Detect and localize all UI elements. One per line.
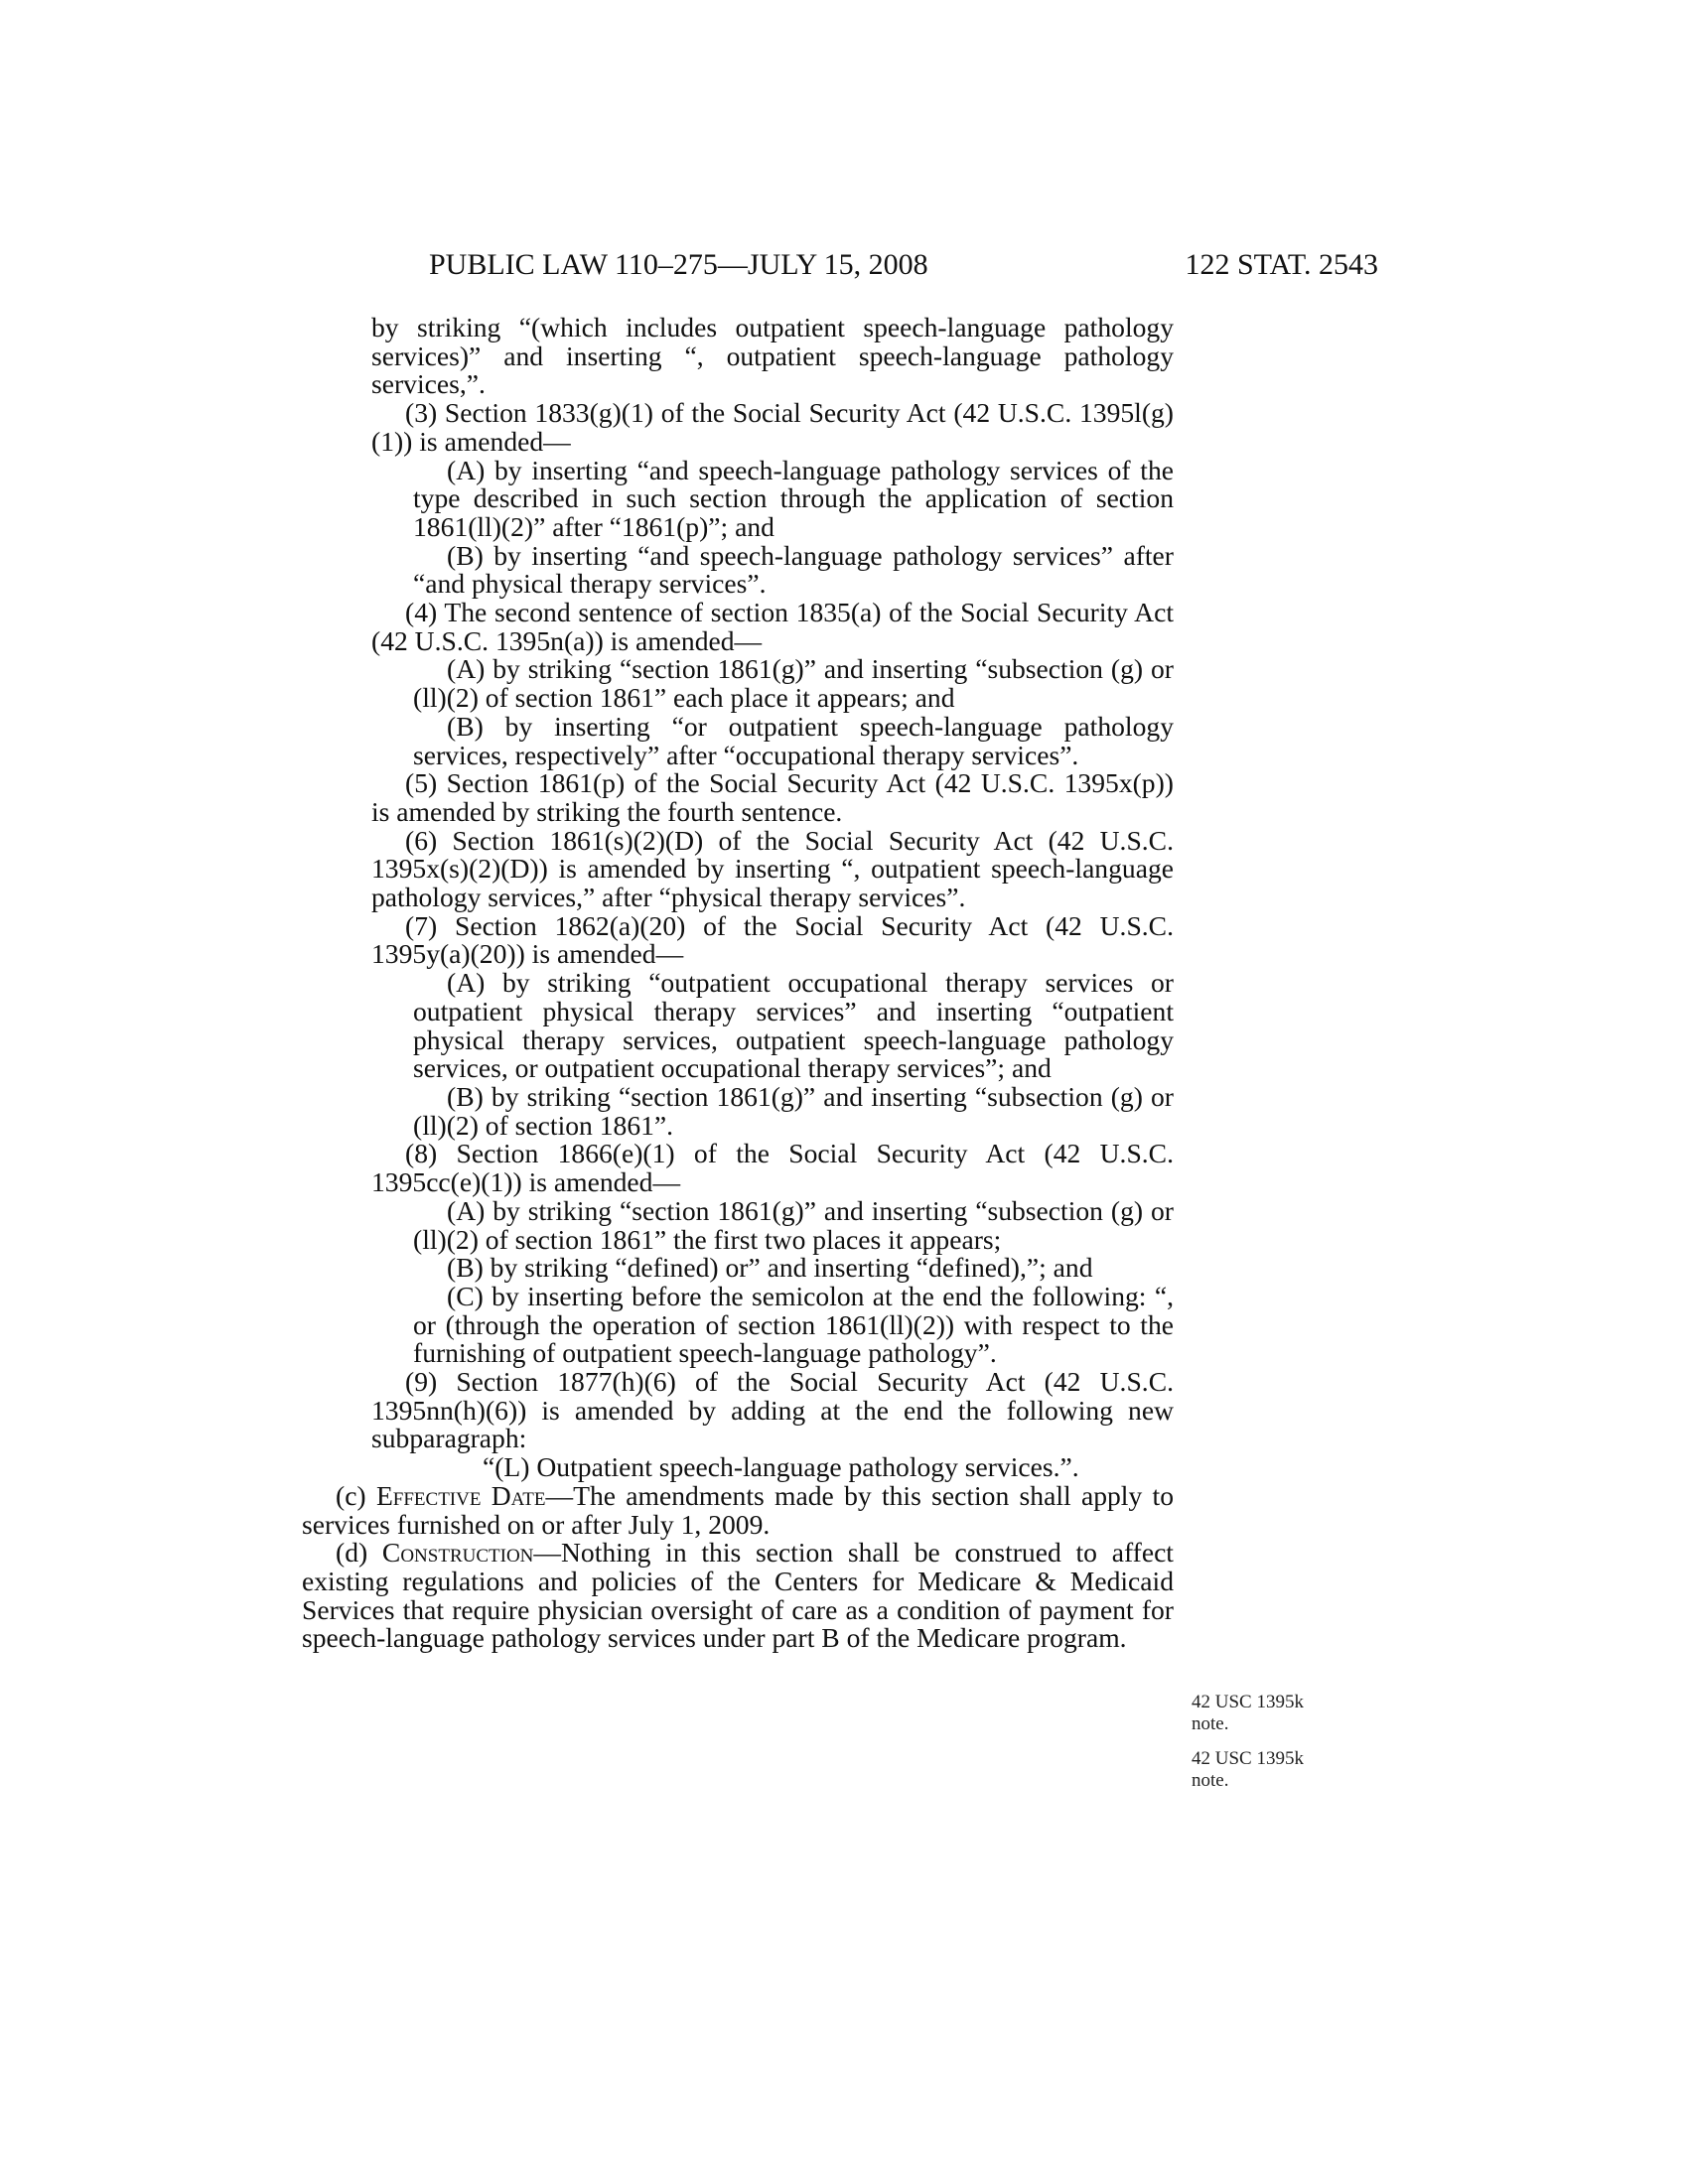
paragraph-3-B: (B) by inserting “and speech-language pathology services” after “and physical therapy services”. xyxy=(413,539,1174,600)
paragraph-6: (6) Section 1861(s)(2)(D) of the Social Security Act (42 U.S.C. 1395x(s)(2)(D)) is amended by inserting “, outpatient speech-language pathology services,” after “physical therapy services”. xyxy=(371,824,1174,913)
subsection-d-heading: Construction xyxy=(381,1537,534,1569)
paragraph-8: (8) Section 1866(e)(1) of the Social Security Act (42 U.S.C. 1395cc(e)(1)) is amended— xyxy=(371,1138,1174,1198)
law-title: PUBLIC LAW 110–275—JULY 15, 2008 xyxy=(429,248,928,281)
paragraph-9-quote: “(L) Outpatient speech-language pathology services.”. xyxy=(483,1451,1079,1483)
paragraph-3: (3) Section 1833(g)(1) of the Social Security Act (42 U.S.C. 1395l(g)(1)) is amended— xyxy=(371,397,1174,457)
paragraph-3-A: (A) by inserting “and speech-language pathology services of the type described in such section through the application of section 1861(ll)(2)” after “1861(p)”; and xyxy=(413,454,1174,542)
subsection-c-label: (c) xyxy=(336,1479,366,1511)
paragraph-8-A: (A) by striking “section 1861(g)” and inserting “subsection (g) or (ll)(2) of section 1861” the first two places it appears; xyxy=(413,1194,1174,1255)
paragraph-7-A: (A) by striking “outpatient occupational therapy services or outpatient physical therapy services” and inserting “outpatient physical therapy services, outpatient speech-language pathology services, or outpatient occupational therapy services”; and xyxy=(413,967,1174,1084)
subsection-d-label: (d) xyxy=(336,1537,368,1569)
subsection-d xyxy=(302,1539,1174,1653)
paragraph-5: (5) Section 1861(p) of the Social Security Act (42 U.S.C. 1395x(p)) is amended by striking the fourth sentence. xyxy=(371,767,1174,827)
page-header xyxy=(429,248,1378,288)
subsection-c-heading: Effective Date xyxy=(375,1479,546,1511)
paragraph-9: (9) Section 1877(h)(6) of the Social Security Act (42 U.S.C. 1395nn(h)(6)) is amended by adding at the end the following new subparagraph: xyxy=(371,1366,1174,1454)
stat-page-number: 122 STAT. 2543 xyxy=(1185,248,1378,281)
margin-note-d: 42 USC 1395k note. xyxy=(1192,1748,1304,1791)
margin-note-c: 42 USC 1395k note. xyxy=(1192,1692,1304,1734)
paragraph-4-A: (A) by striking “section 1861(g)” and inserting “subsection (g) or (ll)(2) of section 1861” each place it appears; and xyxy=(413,653,1174,714)
paragraph-continuation: by striking “(which includes outpatient speech-language pathology services)” and inserting “, outpatient speech-language pathology services,”. xyxy=(371,312,1174,400)
document-body xyxy=(302,314,1174,1653)
paragraph-4-B: (B) by inserting “or outpatient speech-language pathology services, respectively” after “occupational therapy services”. xyxy=(413,710,1174,770)
paragraph-8-B: (B) by striking “defined) or” and inserting “defined),”; and xyxy=(447,1252,1093,1284)
paragraph-7-B: (B) by striking “section 1861(g)” and inserting “subsection (g) or (ll)(2) of section 1861”. xyxy=(413,1080,1174,1141)
subsection-c xyxy=(302,1479,1175,1540)
paragraph-4: (4) The second sentence of section 1835(a) of the Social Security Act (42 U.S.C. 1395n(a)) is amended— xyxy=(371,597,1174,656)
subsection-d-text: —Nothing in this section shall be construed to affect existing regulations and policies of the Centers for Medicare & Medicaid Services that require physician oversight of care as a condition of payment for speech-language pathology services under part B of the Medicare program. xyxy=(302,1537,1174,1654)
paragraph-7: (7) Section 1862(a)(20) of the Social Security Act (42 U.S.C. 1395y(a)(20)) is amended— xyxy=(371,909,1174,970)
subsection-c-text: —The amendments made by this section shall apply to services furnished on or after July 1, 2009. xyxy=(302,1479,1175,1540)
paragraph-8-C: (C) by inserting before the semicolon at the end the following: “, or (through the operation of section 1861(ll)(2)) with respect to the furnishing of outpatient speech-language pathology”. xyxy=(413,1280,1174,1369)
